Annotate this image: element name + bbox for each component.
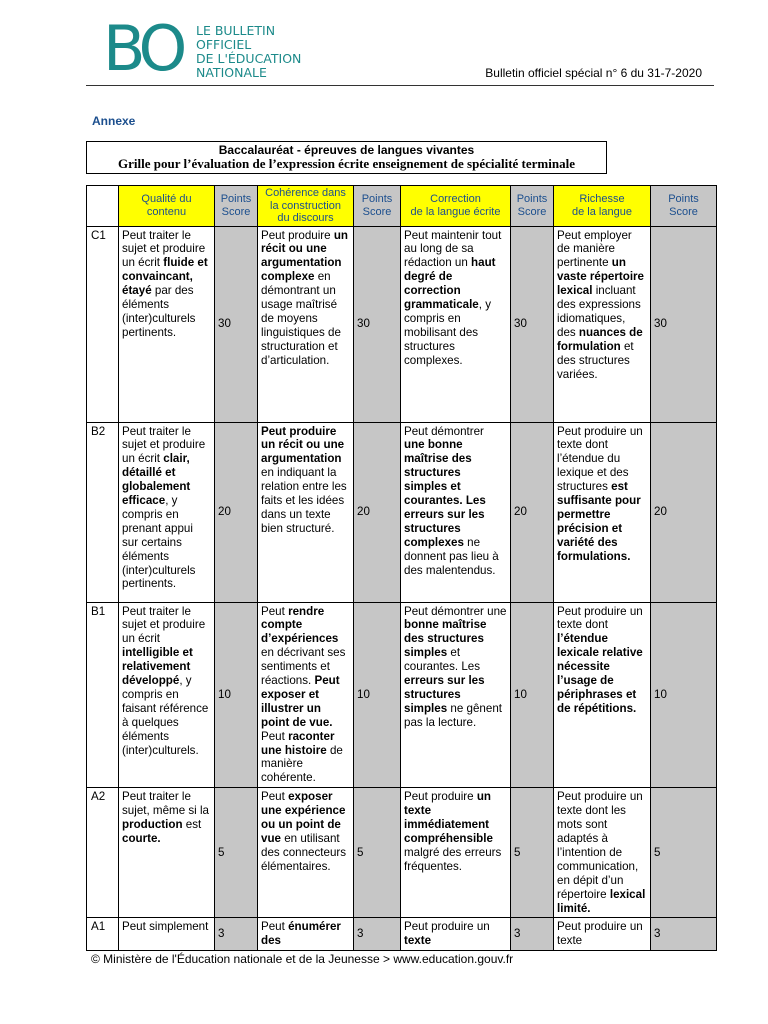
header-correction-langue: Correction de la langue écrite [401, 186, 511, 227]
descriptor-cell [119, 422, 215, 602]
descriptor-text: Peut [261, 920, 289, 934]
points-score-cell: 3 [651, 918, 717, 951]
descriptor-cell [258, 918, 354, 951]
descriptor-text: est [182, 818, 202, 832]
descriptor-text: , y compris en prenant appui sur certains éléments (inter)culturels pertinents. [122, 494, 196, 591]
header-qualite-contenu: Qualité du contenu [119, 186, 215, 227]
descriptor-text: rendre compte d’expériences [261, 604, 339, 646]
descriptor-text: en indiquant la relation entre les faits et les idées dans un texte bien structuré. [261, 466, 347, 535]
table-row [87, 602, 717, 788]
descriptor-cell [554, 918, 651, 951]
logo-text [196, 24, 396, 80]
logo-line: LE BULLETIN [196, 23, 276, 38]
descriptor-text: , y compris en mobilisant des structures complexes. [404, 298, 492, 367]
annexe-heading: Annexe [92, 114, 136, 128]
logo-line: NATIONALE [196, 65, 267, 80]
descriptor-text: ne gênent pas la lecture. [404, 701, 502, 729]
points-score-cell: 20 [651, 422, 717, 602]
footer-copyright: © Ministère de l'Éducation nationale et de la Jeunesse > www.education.gouv.fr [91, 952, 514, 966]
descriptor-text: Peut employer de manière pertinente [557, 228, 632, 270]
points-score-cell: 5 [651, 788, 717, 918]
descriptor-text: ne donnent pas lieu à des malentendus. [404, 535, 499, 577]
descriptor-text: en utilisant des connecteurs élémentaires. [261, 832, 347, 873]
descriptor-text: en démontrant un usage maîtrisé de moyens linguistiques de structuration et d’articulation. [261, 270, 341, 367]
points-score-cell: 30 [354, 226, 401, 422]
header-points-score: Points Score [511, 186, 554, 227]
descriptor-text: et des structures variées. [557, 339, 634, 381]
descriptor-text: Peut simplement [122, 920, 209, 934]
points-score-cell: 10 [651, 602, 717, 788]
descriptor-cell [401, 422, 511, 602]
level-cell: A2 [87, 788, 119, 918]
level-cell: C1 [87, 226, 119, 422]
descriptor-text: Peut produire un récit ou une argumentation [261, 424, 345, 466]
descriptor-text: Peut produire un [404, 920, 490, 934]
header-coherence-discours: Cohérence dans la construction du discours [258, 186, 354, 227]
points-score-cell: 20 [215, 422, 258, 602]
descriptor-text: , y compris en faisant référence à quelques éléments (inter)culturels. [122, 674, 209, 757]
points-score-cell: 20 [354, 422, 401, 602]
descriptor-text: Peut produire [261, 228, 334, 242]
header-points-score: Points Score [354, 186, 401, 227]
logo-mark: BO [103, 12, 182, 85]
logo-line: DE L'ÉDUCATION [196, 51, 302, 66]
descriptor-text: un texte immédiatement compréhensible [404, 790, 493, 845]
points-score-cell: 30 [651, 226, 717, 422]
descriptor-cell [554, 422, 651, 602]
descriptor-text: Peut produire un texte dont les mots sont adaptés à l’intention de communication, en dépit d’un répertoire [557, 790, 643, 901]
level-cell: A1 [87, 918, 119, 951]
descriptor-text: exposer une expérience ou un point de vue [261, 790, 346, 845]
descriptor-text: Peut démontrer [404, 424, 484, 438]
descriptor-text: Peut exposer et illustrer un point de vue. [261, 674, 340, 729]
level-cell: B1 [87, 602, 119, 788]
descriptor-cell [258, 226, 354, 422]
points-score-cell: 5 [215, 788, 258, 918]
descriptor-text: Peut produire un texte dont l’étendue du lexique et des structures [557, 424, 643, 494]
points-score-cell: 30 [511, 226, 554, 422]
descriptor-text: incluant des expressions idiomatiques, des [557, 284, 641, 339]
descriptor-text: nuances de formulation [557, 325, 643, 353]
points-score-cell: 3 [215, 918, 258, 951]
descriptor-text: bonne maîtrise des structures simples [404, 618, 487, 660]
descriptor-text: l’étendue lexicale relative nécessite l’usage de périphrases et de répétitions. [557, 632, 643, 715]
grid-title-line2: Grille pour l’évaluation de l’expression écrite enseignement de spécialité terminale [118, 156, 575, 171]
bulletin-reference: Bulletin officiel spécial n° 6 du 31-7-2020 [485, 66, 702, 80]
descriptor-text: erreurs sur les structures simples [404, 674, 485, 715]
descriptor-text: énumérer des [261, 920, 341, 948]
points-score-cell: 3 [511, 918, 554, 951]
points-score-cell: 10 [215, 602, 258, 788]
descriptor-text: de manière cohérente. [261, 743, 343, 785]
descriptor-text: et courantes. Les [404, 646, 481, 674]
descriptor-cell [401, 918, 511, 951]
points-score-cell: 20 [511, 422, 554, 602]
descriptor-cell [554, 226, 651, 422]
descriptor-cell [119, 226, 215, 422]
descriptor-text: fluide et convaincant, étayé [122, 256, 208, 298]
points-score-cell: 3 [354, 918, 401, 951]
descriptor-cell [401, 602, 511, 788]
descriptor-text: Peut produire un texte dont [557, 604, 643, 632]
descriptor-text: clair, détaillé et globalement efficace [122, 452, 191, 508]
descriptor-text: par des éléments (inter)culturels pertinents. [122, 284, 196, 339]
descriptor-text: un récit ou une argumentation complexe [261, 228, 349, 284]
table-row [87, 226, 717, 422]
descriptor-text: raconter une histoire [261, 729, 335, 757]
descriptor-text: en décrivant ses sentiments et réactions. [261, 646, 346, 688]
descriptor-text: Peut traiter le sujet et produire un écrit [122, 228, 206, 270]
descriptor-text: production [122, 818, 183, 832]
descriptor-text: est suffisante pour permettre précision et variété des formulations. [557, 480, 641, 563]
descriptor-text: texte [404, 934, 432, 948]
logo-line: OFFICIEL [196, 37, 252, 52]
descriptor-text: malgré des erreurs fréquentes. [404, 845, 502, 873]
grid-title-box [86, 141, 607, 174]
descriptor-text: Peut traiter le sujet, même si la [122, 790, 209, 818]
points-score-cell: 30 [215, 226, 258, 422]
descriptor-cell [119, 602, 215, 788]
descriptor-text: intelligible et relativement développé [122, 646, 193, 688]
descriptor-cell [554, 788, 651, 918]
points-score-cell: 5 [511, 788, 554, 918]
points-score-cell: 5 [354, 788, 401, 918]
descriptor-text: un vaste répertoire lexical [557, 256, 644, 298]
descriptor-text: Peut [261, 790, 289, 804]
descriptor-cell [401, 226, 511, 422]
header-points-score: Points Score [651, 186, 717, 227]
descriptor-cell [258, 788, 354, 918]
level-cell: B2 [87, 422, 119, 602]
header-points-score: Points Score [215, 186, 258, 227]
descriptor-cell [554, 602, 651, 788]
evaluation-grid [86, 185, 717, 951]
points-score-cell: 10 [354, 602, 401, 788]
table-row [87, 422, 717, 602]
header-divider [86, 85, 714, 86]
descriptor-text: une bonne maîtrise des structures simples et courantes. Les erreurs sur les structures complexes [404, 438, 486, 549]
header-richesse-langue: Richesse de la langue [554, 186, 651, 227]
descriptor-text: Peut produire [404, 790, 477, 804]
table-row [87, 788, 717, 918]
descriptor-text: haut degré de correction grammaticale [404, 256, 496, 312]
descriptor-cell [258, 602, 354, 788]
table-row [87, 918, 717, 951]
descriptor-text: Peut [261, 729, 289, 743]
descriptor-text: Peut produire un texte [557, 920, 643, 948]
level-header [87, 186, 119, 227]
descriptor-cell [119, 788, 215, 918]
grid-title-line1: Baccalauréat - épreuves de langues vivantes [218, 143, 475, 157]
descriptor-cell [258, 422, 354, 602]
descriptor-text: Peut démontrer une [404, 604, 507, 618]
descriptor-cell [401, 788, 511, 918]
points-score-cell: 10 [511, 602, 554, 788]
descriptor-text: Peut traiter le sujet et produire un écrit [122, 604, 206, 646]
descriptor-text: Peut maintenir tout au long de sa rédaction un [404, 228, 502, 270]
header-row [87, 186, 717, 227]
descriptor-cell [119, 918, 215, 951]
descriptor-text: Peut [261, 604, 289, 618]
descriptor-text: Peut traiter le sujet et produire un écrit [122, 424, 206, 466]
descriptor-text: courte. [122, 832, 161, 845]
descriptor-text: lexical limité. [557, 887, 646, 915]
